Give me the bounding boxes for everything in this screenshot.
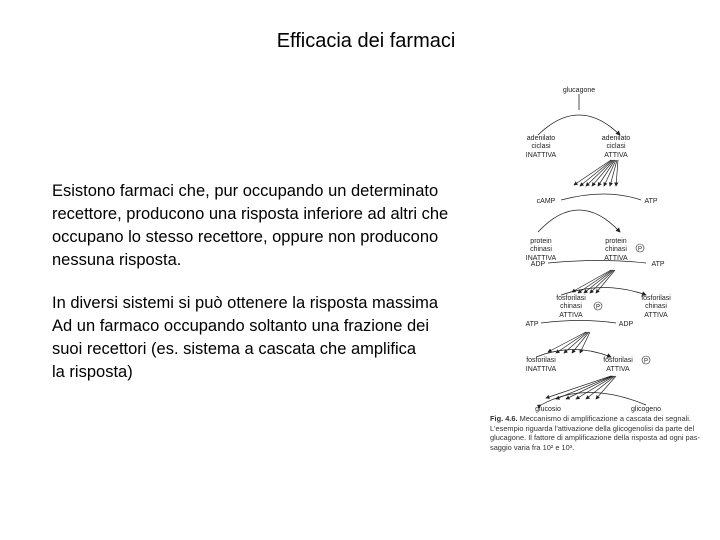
- label-adenilato-attiva-1: adenilato: [601, 135, 631, 142]
- label-glucosio: glucosio: [535, 406, 561, 413]
- caption-line: Meccanismo di amplificazione a cascata dei segnali.: [519, 414, 691, 423]
- label-protein-attiva-2: chinasi: [605, 246, 627, 253]
- label-glucagone: glucagone: [562, 87, 596, 94]
- label-protein-attiva-1: protein: [605, 238, 627, 245]
- slide-title: Efficacia dei farmaci: [276, 30, 456, 52]
- cascade-figure: [486, 80, 720, 470]
- label-glicogeno: glicogeno: [631, 406, 661, 413]
- label-fosforilasi-inattiva-2: INATTIVA: [525, 366, 557, 373]
- label-protein-attiva-3: ATTIVA: [604, 255, 628, 262]
- label-atp-1: ATP: [644, 198, 658, 205]
- arrow-arc: [538, 115, 620, 135]
- caption-label: Fig. 4.6.: [490, 414, 518, 423]
- figure-caption: [490, 414, 718, 452]
- label-adenilato-inattiva-1: adenilato: [526, 135, 556, 142]
- label-protein-inattiva-3: INATTIVA: [525, 255, 557, 262]
- paragraph-line: occupano lo stesso recettore, oppure non producono: [52, 228, 439, 246]
- arrow-arc: [538, 210, 620, 232]
- label-atp-2: ATP: [651, 261, 665, 268]
- label-protein-inattiva-1: protein: [530, 238, 552, 245]
- paragraph-line: In diversi sistemi si può ottenere la risposta massima: [52, 294, 439, 312]
- label-adp-1: ADP: [530, 261, 546, 268]
- label-fosforilasi-chinasi-b-2: chinasi: [645, 303, 667, 310]
- caption-line: L'esempio riguarda l'attivazione della glicogenolisi da parte del: [490, 423, 695, 433]
- caption-line: saggio varia fra 10² e 10³.: [490, 442, 575, 452]
- label-fosforilasi-attiva-2: ATTIVA: [606, 366, 630, 373]
- label-fosforilasi-chinasi-b-3: ATTIVA: [644, 312, 668, 319]
- label-adenilato-attiva-2: ciclasi: [606, 143, 626, 150]
- arrow-arc: [541, 321, 616, 324]
- fan-arrows: [574, 160, 618, 186]
- paragraph-line: Ad un farmaco occupando soltanto una frazione dei: [52, 317, 430, 335]
- label-adp-2: ADP: [618, 321, 634, 328]
- arrow-arc: [548, 261, 646, 264]
- label-protein-inattiva-2: chinasi: [530, 246, 552, 253]
- label-fosforilasi-chinasi-a-1: fosforilasi: [556, 295, 586, 302]
- paragraph-line: la risposta): [52, 363, 133, 381]
- paragraph-efficacy: [52, 180, 492, 272]
- cascade-diagram: [486, 80, 720, 470]
- label-camp: cAMP: [536, 198, 556, 205]
- paragraph-line: recettore, producono una risposta inferiore ad altri che: [52, 205, 449, 223]
- p-symbol: P: [595, 304, 601, 311]
- label-adenilato-attiva-3: ATTIVA: [604, 152, 628, 159]
- p-symbol: P: [643, 358, 649, 365]
- fan-arrows: [546, 376, 616, 399]
- label-fosforilasi-chinasi-a-3: ATTIVA: [559, 312, 583, 319]
- label-atp-3: ATP: [525, 321, 539, 328]
- label-adenilato-inattiva-2: ciclasi: [531, 143, 551, 150]
- paragraph-line: nessuna risposta.: [52, 251, 182, 269]
- label-adenilato-inattiva-3: INATTIVA: [525, 152, 557, 159]
- paragraph-line: suoi recettori (es. sistema a cascata che amplifica: [52, 340, 417, 358]
- label-fosforilasi-chinasi-b-1: fosforilasi: [641, 295, 671, 302]
- arrow-arc: [561, 288, 646, 296]
- fan-arrows: [572, 270, 615, 293]
- arrow-arc: [561, 194, 641, 200]
- caption-line: glucagone. Il fattore di amplificazione della risposta ad ogni pas-: [490, 433, 700, 442]
- label-fosforilasi-chinasi-a-2: chinasi: [560, 303, 582, 310]
- label-fosforilasi-attiva-1: fosforilasi: [603, 357, 633, 364]
- label-fosforilasi-inattiva-1: fosforilasi: [526, 357, 556, 364]
- paragraph-line: Esistono farmaci che, pur occupando un determinato: [52, 182, 439, 200]
- paragraph-amplification: [52, 292, 492, 384]
- p-symbol: P: [637, 246, 643, 253]
